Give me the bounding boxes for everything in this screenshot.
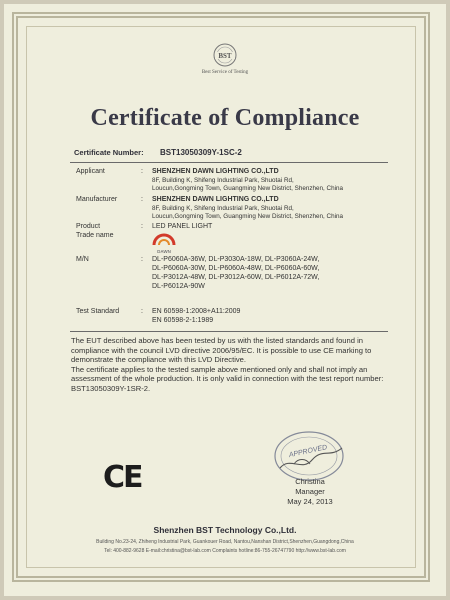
standard-line: EN 60598-1:2008+A11:2009 [152,308,241,315]
footer-address: Building No.23-24, Zhiheng Industrial Park, Guankouer Road, Nantou,Nanshan District,Shenzhen,Guangdong,China [96,539,354,545]
applicant-address-line: 8F, Building K, Shifeng Industrial Park, Shuotai Rd, [152,177,294,184]
model-line: DL-P6060A-30W, DL-P6060A-48W, DL-P6060A-60W, [152,265,320,272]
trade-logo-text: DAWN [157,249,171,254]
trade-logo [150,233,182,255]
manufacturer-address-line: Loucun,Gongming Town, Guangming New District, Shenzhen, China [152,213,343,220]
approval-stamp [272,428,346,484]
trade-name-label: Trade name [76,232,114,239]
statement-paragraph: The EUT described above has been tested by us with the listed standards and found in compliance with the council LVD directive 2006/95/EC. It is possible to use CE marking to demonstrate the compliance with this LVD Directive. [71,336,372,364]
signatory-name: Christina [295,477,325,486]
model-line: DL-P6012A-90W [152,283,205,290]
colon: : [141,168,143,175]
manufacturer-address-line: 8F, Building K, Shifeng Industrial Park, Shuotai Rd, [152,205,294,212]
statement-paragraph: The certificate applies to the tested sample above mentioned only and shall not imply an assessment of the whole production. It is only valid in connection with the test report number: BST13050309Y-1SR-2. [71,364,384,393]
colon: : [141,308,143,315]
signatory-block [250,477,370,507]
divider-bottom [70,331,388,332]
page-title: Certificate of Compliance [90,105,360,131]
colon: : [141,196,143,203]
compliance-statement [71,336,391,393]
product-label: Product [76,223,101,230]
applicant-address-line: Loucun,Gongming Town, Guangming New District, Shenzhen, China [152,185,343,192]
logo-caption: Best Service of Testing [201,70,249,75]
standard-line: EN 60598-2-1:1989 [152,317,214,324]
colon: : [141,223,143,230]
model-line: DL-P6060A-36W, DL-P3030A-18W, DL-P3060A-24W, [152,256,320,263]
colon: : [141,256,143,263]
ce-mark: CE [103,460,142,495]
logo-text: BST [218,52,232,60]
bst-logo [205,42,245,70]
product-value: LED PANEL LIGHT [152,223,213,230]
model-number-label: M/N [76,256,89,263]
footer-company: Shenzhen BST Technology Co.,Ltd. [153,525,297,535]
model-line: DL-P3012A-48W, DL-P3012A-60W, DL-P6012A-72W, [152,274,320,281]
manufacturer-label: Manufacturer [76,196,118,203]
signatory-role: Manager [295,487,325,496]
stamp-text: APPROVED [288,444,328,460]
footer-contact: Tel: 400-882-9628 E-mail:christina@bst-lab.com Complaints hotline:86-755-26747790 http://www.bst-lab.com [104,548,346,554]
applicant-label: Applicant [76,168,105,175]
signatory-date: May 24, 2013 [287,497,333,506]
test-standard-label: Test Standard [76,308,120,315]
certificate-number: BST13050309Y-1SC-2 [160,148,242,157]
certificate-number-label: Certificate Number: [74,148,144,157]
applicant-name: SHENZHEN DAWN LIGHTING CO.,LTD [152,168,279,175]
manufacturer-name: SHENZHEN DAWN LIGHTING CO.,LTD [152,196,279,203]
divider-top [70,162,388,163]
